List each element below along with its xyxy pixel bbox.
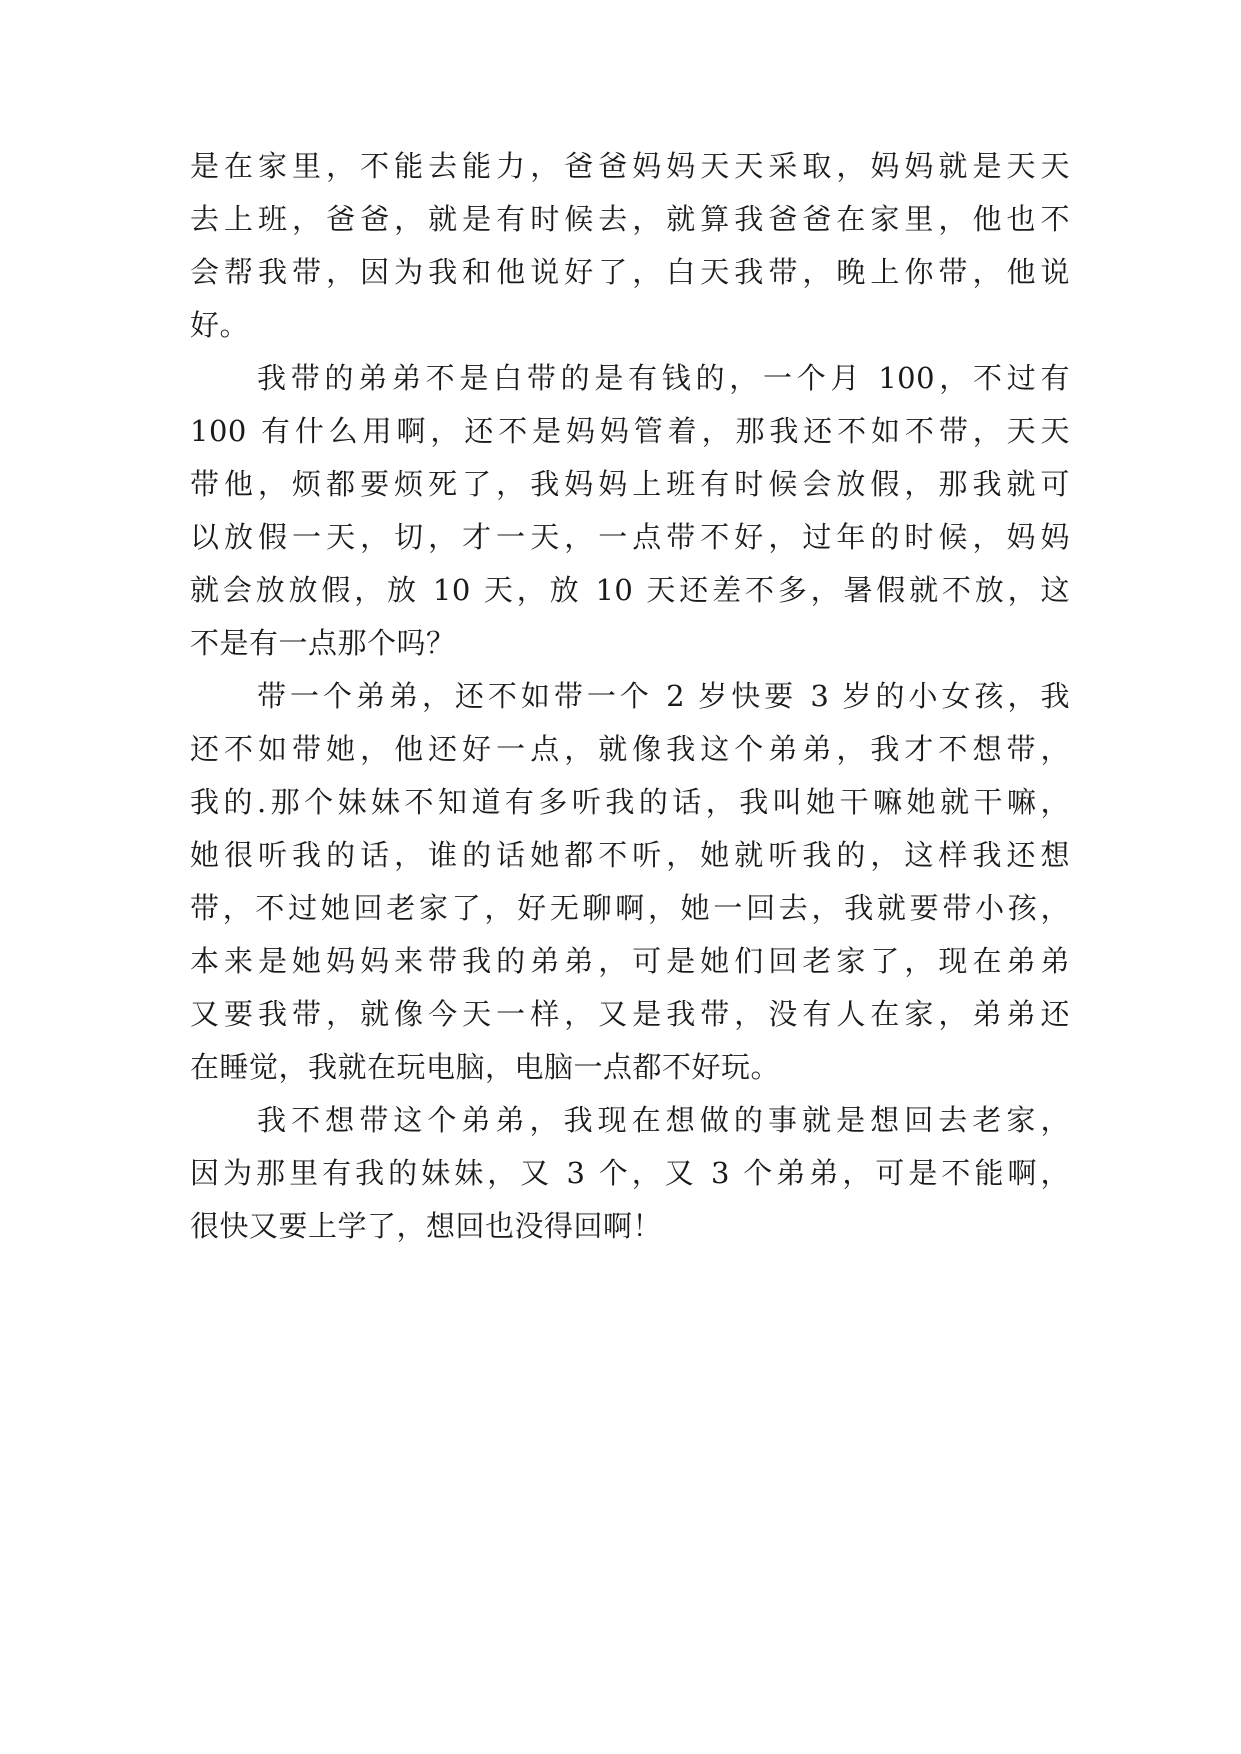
text-line: 不是有一点那个吗？ [190,626,456,660]
text-line: 带他，烦都要烦死了，我妈妈上班有时候会放假，那我就可 [190,467,1070,501]
text-line: 好。 [190,308,250,342]
text-line: 我带的弟弟不是白带的是有钱的，一个月 100，不过有 [257,361,1070,395]
text-line: 就会放放假，放 10 天，放 10 天还差不多，暑假就不放，这 [190,573,1070,607]
text-line: 100 有什么用啊，还不是妈妈管着，那我还不如不带，天天 [190,414,1070,448]
text-line: 带一个弟弟，还不如带一个 2 岁快要 3 岁的小女孩，我 [257,679,1070,713]
text-line: 因为那里有我的妹妹，又 3 个，又 3 个弟弟，可是不能啊， [190,1156,1070,1190]
text-line: 去上班，爸爸，就是有时候去，就算我爸爸在家里，他也不 [190,202,1070,236]
text-line: 在睡觉，我就在玩电脑，电脑一点都不好玩。 [190,1050,781,1084]
text-line: 以放假一天，切，才一天，一点带不好，过年的时候，妈妈 [190,520,1070,554]
text-line: 本来是她妈妈来带我的弟弟，可是她们回老家了，现在弟弟 [190,944,1070,978]
text-line: 又要我带，就像今天一样，又是我带，没有人在家，弟弟还 [190,997,1070,1031]
text-line: 我的.那个妹妹不知道有多听我的话，我叫她干嘛她就干嘛， [190,785,1070,819]
text-line: 我不想带这个弟弟，我现在想做的事就是想回去老家， [257,1103,1070,1137]
text-line: 是在家里，不能去能力，爸爸妈妈天天采取，妈妈就是天天 [190,149,1070,183]
text-line: 会帮我带，因为我和他说好了，白天我带，晚上你带，他说 [190,255,1070,289]
text-line: 很快又要上学了，想回也没得回啊！ [190,1209,663,1243]
text-line: 她很听我的话，谁的话她都不听，她就听我的，这样我还想 [190,838,1070,872]
text-line: 还不如带她，他还好一点，就像我这个弟弟，我才不想带， [190,732,1070,766]
text-line: 带，不过她回老家了，好无聊啊，她一回去，我就要带小孩， [190,891,1070,925]
